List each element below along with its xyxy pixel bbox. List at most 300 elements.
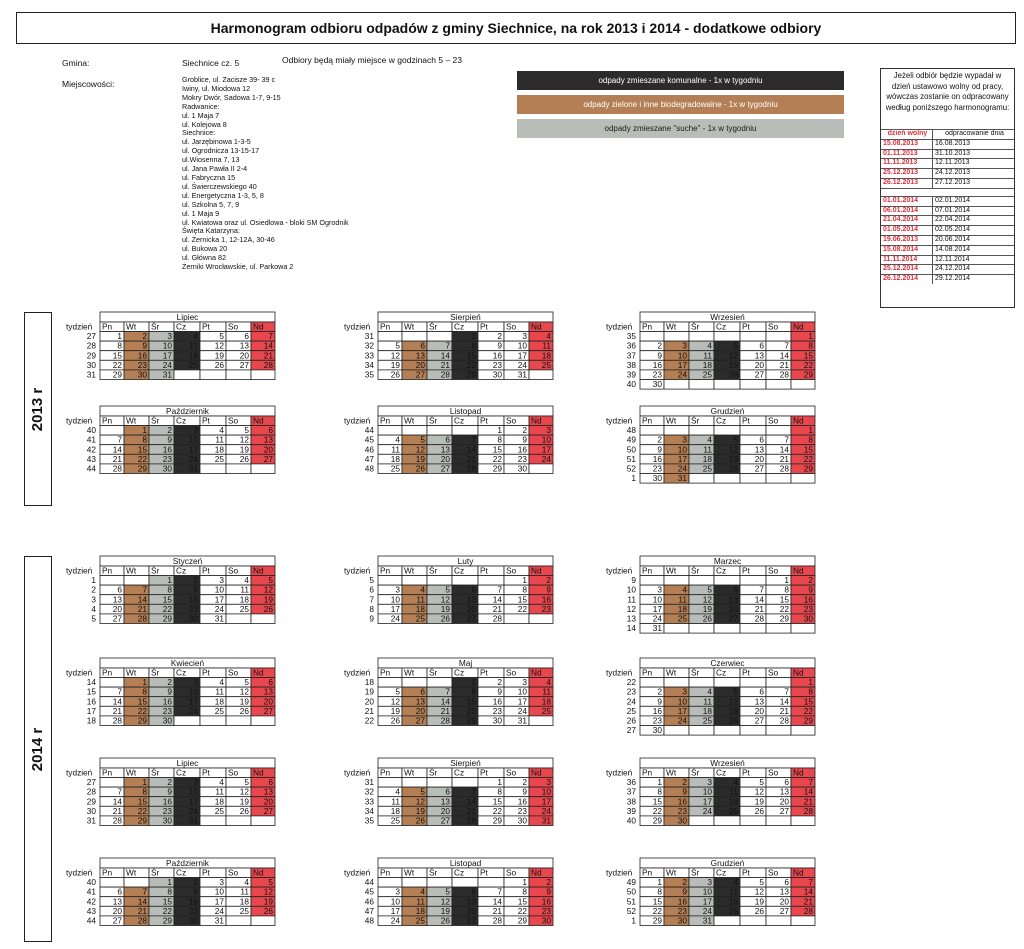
- day-header: So: [506, 565, 517, 576]
- day-header: Pt: [480, 767, 488, 778]
- day-cell: [124, 576, 149, 586]
- day-cell: [714, 474, 740, 484]
- day-number: 15: [466, 350, 476, 361]
- week-number: 40: [86, 877, 96, 888]
- holiday-workday: 14.08.2014: [933, 245, 1014, 255]
- day-number: 26: [214, 359, 224, 370]
- day-number: 14: [137, 896, 147, 907]
- day-number: 1: [117, 331, 122, 342]
- day-header: Śr: [151, 767, 160, 778]
- day-number: 25: [541, 359, 551, 370]
- locations-list: [182, 76, 349, 272]
- week-number: 6: [369, 584, 374, 595]
- day-number: 20: [239, 350, 249, 361]
- day-number: 22: [162, 905, 172, 916]
- day-number: 8: [497, 786, 502, 797]
- day-number: 19: [440, 603, 450, 614]
- day-number: 7: [445, 686, 450, 697]
- day-number: 21: [803, 796, 813, 807]
- week-number: 38: [626, 359, 636, 370]
- week-number: 46: [364, 444, 374, 455]
- day-cell: [427, 878, 452, 888]
- day-number: 17: [702, 796, 712, 807]
- day-number: 30: [492, 369, 502, 380]
- day-header: Cz: [454, 565, 465, 576]
- day-number: 9: [142, 340, 147, 351]
- day-number: 13: [263, 786, 273, 797]
- day-number: 20: [263, 696, 273, 707]
- day-number: 13: [263, 686, 273, 697]
- week-number: 51: [626, 453, 636, 464]
- calendar-2014-11: [342, 858, 582, 947]
- day-cell: [200, 464, 226, 474]
- day-cell: [740, 816, 766, 826]
- day-number: 31: [702, 915, 712, 926]
- day-number: 9: [497, 686, 502, 697]
- day-number: 21: [112, 453, 122, 464]
- day-number: 16: [162, 796, 172, 807]
- day-number: 15: [517, 594, 527, 605]
- day-number: 20: [112, 905, 122, 916]
- day-header: Wt: [126, 867, 137, 878]
- day-cell: [402, 678, 427, 688]
- day-cell: [640, 576, 664, 586]
- day-cell: [689, 678, 714, 688]
- week-header: tydzień: [344, 667, 371, 678]
- location-line: ul. Kolejowa 8: [182, 119, 227, 129]
- calendar-2014-10: [64, 858, 304, 947]
- day-number: 2: [657, 434, 662, 445]
- day-number: 1: [808, 677, 813, 688]
- week-number: 7: [369, 594, 374, 605]
- location-line: ul. Bukowa 20: [182, 244, 228, 254]
- day-number: 1: [142, 677, 147, 688]
- location-line: ul. Świerczewskiego 40: [182, 181, 257, 191]
- day-number: 23: [162, 805, 172, 816]
- day-number: 22: [517, 603, 527, 614]
- day-number: 26: [239, 705, 249, 716]
- day-number: 26: [754, 905, 764, 916]
- day-number: 27: [466, 915, 476, 926]
- day-number: 16: [541, 594, 551, 605]
- day-number: 11: [391, 444, 400, 455]
- holiday-workday: 27.12.2013: [933, 178, 1014, 188]
- day-number: 6: [759, 686, 764, 697]
- week-number: 20: [364, 696, 374, 707]
- day-number: 25: [728, 805, 738, 816]
- day-number: 11: [542, 340, 551, 351]
- day-number: 15: [803, 696, 813, 707]
- day-number: 13: [440, 444, 450, 455]
- day-number: 18: [728, 896, 738, 907]
- day-number: 13: [415, 350, 425, 361]
- day-cell: [378, 878, 402, 888]
- holiday-workday: 22.04.2014: [933, 215, 1014, 225]
- day-number: 21: [779, 453, 789, 464]
- day-header: Śr: [429, 415, 438, 426]
- day-header: Śr: [151, 867, 160, 878]
- week-number: 31: [86, 815, 96, 826]
- day-number: 7: [117, 786, 122, 797]
- day-cell: [427, 576, 452, 586]
- day-header: So: [768, 415, 779, 426]
- calendar-2014-4: [64, 658, 304, 747]
- day-cell: [226, 464, 251, 474]
- day-number: 29: [652, 915, 662, 926]
- day-header: Cz: [176, 321, 187, 332]
- week-number: 45: [364, 886, 374, 897]
- day-cell: [714, 426, 740, 436]
- day-header: Nd: [531, 867, 542, 878]
- day-number: 27: [415, 715, 425, 726]
- day-number: 30: [188, 915, 198, 926]
- day-number: 7: [497, 886, 502, 897]
- holiday-col-workday: odpracowanie dnia: [933, 129, 1014, 139]
- day-header: Wt: [404, 767, 415, 778]
- day-number: 10: [188, 434, 198, 445]
- week-number: 37: [626, 350, 636, 361]
- day-number: 2: [193, 575, 198, 586]
- week-header: tydzień: [606, 565, 633, 576]
- day-number: 3: [546, 425, 551, 436]
- day-header: Nd: [253, 321, 264, 332]
- day-number: 6: [420, 686, 425, 697]
- day-header: So: [768, 767, 779, 778]
- day-number: 5: [395, 340, 400, 351]
- day-number: 9: [522, 786, 527, 797]
- day-number: 15: [137, 696, 147, 707]
- day-number: 26: [415, 815, 425, 826]
- day-header: Śr: [429, 867, 438, 878]
- week-header: tydzień: [606, 867, 633, 878]
- day-number: 4: [193, 331, 198, 342]
- day-number: 6: [445, 434, 450, 445]
- day-header: Wt: [666, 565, 677, 576]
- week-header: tydzień: [66, 667, 93, 678]
- day-number: 22: [652, 805, 662, 816]
- calendar-2013-8: [342, 312, 582, 401]
- week-number: 19: [364, 686, 374, 697]
- calendar-svg: [64, 758, 304, 828]
- day-cell: [766, 816, 791, 826]
- day-cell: [452, 426, 478, 436]
- day-header: Nd: [793, 867, 804, 878]
- day-cell: [714, 576, 740, 586]
- month-title: Sierpień: [450, 758, 481, 768]
- day-cell: [402, 778, 427, 788]
- day-number: 21: [466, 805, 476, 816]
- day-number: 24: [390, 915, 400, 926]
- day-header: So: [228, 767, 239, 778]
- day-cell: [714, 726, 740, 736]
- day-number: 22: [517, 905, 527, 916]
- day-header: Wt: [404, 321, 415, 332]
- holiday-workday: 16.08.2013: [933, 139, 1014, 149]
- day-number: 9: [546, 886, 551, 897]
- day-number: 15: [137, 796, 147, 807]
- day-number: 6: [733, 584, 738, 595]
- day-number: 31: [162, 369, 172, 380]
- calendar-svg: [604, 758, 844, 828]
- day-cell: [664, 332, 689, 342]
- day-number: 5: [707, 584, 712, 595]
- day-number: 20: [779, 796, 789, 807]
- day-number: 6: [268, 777, 273, 788]
- day-number: 8: [117, 340, 122, 351]
- day-number: 2: [657, 686, 662, 697]
- holiday-day-off: 01.11.2013: [881, 149, 933, 159]
- day-number: 12: [754, 786, 764, 797]
- day-number: 2: [682, 877, 687, 888]
- day-number: 17: [214, 594, 224, 605]
- day-number: 3: [167, 331, 172, 342]
- day-header: Cz: [716, 667, 727, 678]
- day-number: 23: [652, 463, 662, 474]
- day-number: 15: [492, 444, 502, 455]
- day-number: 28: [112, 463, 122, 474]
- day-cell: [689, 624, 714, 634]
- day-cell: [402, 332, 427, 342]
- day-cell: [766, 726, 791, 736]
- day-header: Śr: [429, 667, 438, 678]
- day-number: 26: [728, 463, 738, 474]
- day-number: 12: [728, 444, 738, 455]
- day-number: 1: [808, 425, 813, 436]
- day-number: 27: [728, 613, 738, 624]
- calendar-2014-7: [64, 758, 304, 847]
- day-number: 25: [214, 453, 224, 464]
- day-number: 18: [390, 453, 400, 464]
- week-number: 25: [626, 705, 636, 716]
- day-number: 10: [677, 696, 687, 707]
- day-number: 4: [707, 340, 712, 351]
- day-cell: [378, 332, 402, 342]
- day-number: 6: [471, 584, 476, 595]
- day-number: 10: [541, 434, 551, 445]
- day-number: 4: [682, 584, 687, 595]
- day-number: 24: [652, 613, 662, 624]
- day-number: 8: [471, 340, 476, 351]
- week-number: 27: [86, 777, 96, 788]
- day-header: Pn: [642, 667, 653, 678]
- day-number: 10: [541, 786, 551, 797]
- day-number: 15: [803, 350, 813, 361]
- week-header: tydzień: [66, 867, 93, 878]
- day-cell: [689, 726, 714, 736]
- day-number: 17: [677, 453, 687, 464]
- week-number: 43: [86, 453, 96, 464]
- day-number: 19: [239, 444, 249, 455]
- month-title: Czerwiec: [710, 658, 745, 668]
- day-number: 13: [239, 340, 249, 351]
- day-cell: [100, 426, 124, 436]
- day-number: 3: [219, 877, 224, 888]
- day-number: 25: [390, 463, 400, 474]
- week-number: 44: [86, 463, 96, 474]
- day-number: 8: [657, 886, 662, 897]
- week-number: 47: [364, 905, 374, 916]
- holiday-day-off: 01.01.2014: [881, 196, 933, 206]
- day-number: 17: [390, 905, 400, 916]
- day-number: 30: [517, 463, 527, 474]
- day-number: 3: [682, 434, 687, 445]
- day-header: Śr: [151, 667, 160, 678]
- day-number: 18: [702, 705, 712, 716]
- day-header: Cz: [176, 867, 187, 878]
- day-number: 28: [137, 915, 147, 926]
- day-number: 20: [728, 603, 738, 614]
- day-number: 20: [112, 603, 122, 614]
- week-number: 48: [364, 915, 374, 926]
- day-number: 28: [263, 359, 273, 370]
- day-header: Pn: [642, 415, 653, 426]
- day-number: 3: [395, 584, 400, 595]
- holiday-note: Jeżeli odbiór będzie wypadał w dzień ustawowo wolny od pracy, wówczas zostanie on odpracowany według poniższego harmonogramu:: [885, 71, 1010, 112]
- day-number: 29: [803, 369, 813, 380]
- day-number: 13: [466, 896, 476, 907]
- day-number: 10: [702, 786, 712, 797]
- day-number: 19: [415, 805, 425, 816]
- week-number: 40: [626, 379, 636, 390]
- day-number: 13: [112, 896, 122, 907]
- day-header: Pn: [642, 321, 653, 332]
- holiday-workday: 02.05.2014: [933, 225, 1014, 235]
- day-number: 4: [420, 584, 425, 595]
- day-number: 28: [779, 715, 789, 726]
- day-number: 28: [112, 715, 122, 726]
- location-line: ul. Kwiatowa oraz ul. Osiedlowa - bloki SM Ogrodnik: [182, 217, 349, 227]
- calendar-2013-9: [604, 312, 844, 401]
- day-number: 15: [162, 594, 172, 605]
- month-title: Kwiecień: [170, 658, 205, 668]
- day-number: 14: [137, 594, 147, 605]
- holiday-day-off: 26.12.2014: [881, 274, 933, 284]
- week-number: 12: [626, 603, 636, 614]
- calendar-2014-1: [64, 556, 304, 645]
- day-number: 23: [188, 905, 198, 916]
- day-number: 30: [677, 815, 687, 826]
- day-number: 19: [390, 705, 400, 716]
- day-header: So: [228, 415, 239, 426]
- day-number: 26: [263, 603, 273, 614]
- day-number: 3: [657, 584, 662, 595]
- day-number: 28: [440, 369, 450, 380]
- day-number: 5: [420, 434, 425, 445]
- day-number: 30: [652, 473, 662, 484]
- calendar-svg: [342, 858, 582, 928]
- day-number: 3: [522, 677, 527, 688]
- day-number: 11: [240, 584, 249, 595]
- day-header: Wt: [126, 321, 137, 332]
- day-cell: [226, 614, 251, 624]
- day-number: 3: [193, 425, 198, 436]
- day-number: 9: [682, 886, 687, 897]
- day-header: Pn: [102, 867, 113, 878]
- day-cell: [427, 332, 452, 342]
- day-number: 12: [415, 444, 425, 455]
- day-number: 31: [188, 815, 198, 826]
- day-header: Pn: [380, 415, 391, 426]
- day-number: 11: [703, 444, 712, 455]
- day-number: 14: [112, 444, 122, 455]
- day-cell: [529, 370, 553, 380]
- day-number: 14: [492, 594, 502, 605]
- day-header: Pt: [202, 415, 210, 426]
- day-number: 2: [522, 425, 527, 436]
- week-number: 49: [626, 877, 636, 888]
- day-number: 3: [522, 331, 527, 342]
- day-cell: [740, 426, 766, 436]
- day-number: 10: [677, 444, 687, 455]
- day-number: 27: [239, 359, 249, 370]
- day-number: 28: [492, 613, 502, 624]
- day-number: 31: [677, 473, 687, 484]
- day-number: 21: [492, 603, 502, 614]
- calendar-svg: [342, 658, 582, 728]
- day-number: 18: [728, 796, 738, 807]
- day-number: 24: [517, 705, 527, 716]
- day-cell: [689, 380, 714, 390]
- day-number: 9: [193, 886, 198, 897]
- gmina-value: Siechnice cz. 5: [182, 58, 240, 68]
- day-number: 14: [263, 340, 273, 351]
- day-number: 24: [214, 603, 224, 614]
- day-number: 25: [702, 369, 712, 380]
- day-header: So: [768, 565, 779, 576]
- day-header: Cz: [176, 415, 187, 426]
- week-number: 24: [626, 696, 636, 707]
- day-number: 24: [517, 359, 527, 370]
- week-header: tydzień: [344, 321, 371, 332]
- day-number: 23: [803, 603, 813, 614]
- day-number: 12: [390, 350, 400, 361]
- day-number: 21: [779, 705, 789, 716]
- day-number: 23: [517, 453, 527, 464]
- day-header: Cz: [454, 415, 465, 426]
- day-number: 30: [162, 815, 172, 826]
- day-number: 2: [546, 877, 551, 888]
- holiday-day-off: 25.12.2014: [881, 264, 933, 274]
- day-number: 16: [652, 705, 662, 716]
- day-header: Pt: [202, 565, 210, 576]
- location-line: Groblice, ul. Zacisze 39- 39 c: [182, 75, 276, 84]
- day-cell: [766, 624, 791, 634]
- calendar-2014-3: [604, 556, 844, 645]
- day-number: 29: [652, 815, 662, 826]
- week-number: 31: [364, 777, 374, 788]
- day-cell: [766, 332, 791, 342]
- day-cell: [740, 576, 766, 586]
- week-number: 22: [626, 677, 636, 688]
- day-number: 26: [263, 905, 273, 916]
- day-number: 28: [779, 463, 789, 474]
- day-number: 28: [466, 463, 476, 474]
- day-number: 17: [702, 896, 712, 907]
- day-number: 6: [445, 786, 450, 797]
- location-line: ul. Fabryczna 15: [182, 172, 236, 182]
- day-header: Śr: [151, 415, 160, 426]
- day-header: So: [506, 667, 517, 678]
- day-number: 29: [137, 815, 147, 826]
- day-number: 19: [440, 905, 450, 916]
- day-number: 28: [112, 815, 122, 826]
- day-number: 2: [167, 777, 172, 788]
- day-number: 25: [728, 905, 738, 916]
- week-number: 41: [86, 434, 96, 445]
- day-header: Cz: [716, 565, 727, 576]
- day-number: 24: [162, 359, 172, 370]
- week-number: 5: [91, 613, 96, 624]
